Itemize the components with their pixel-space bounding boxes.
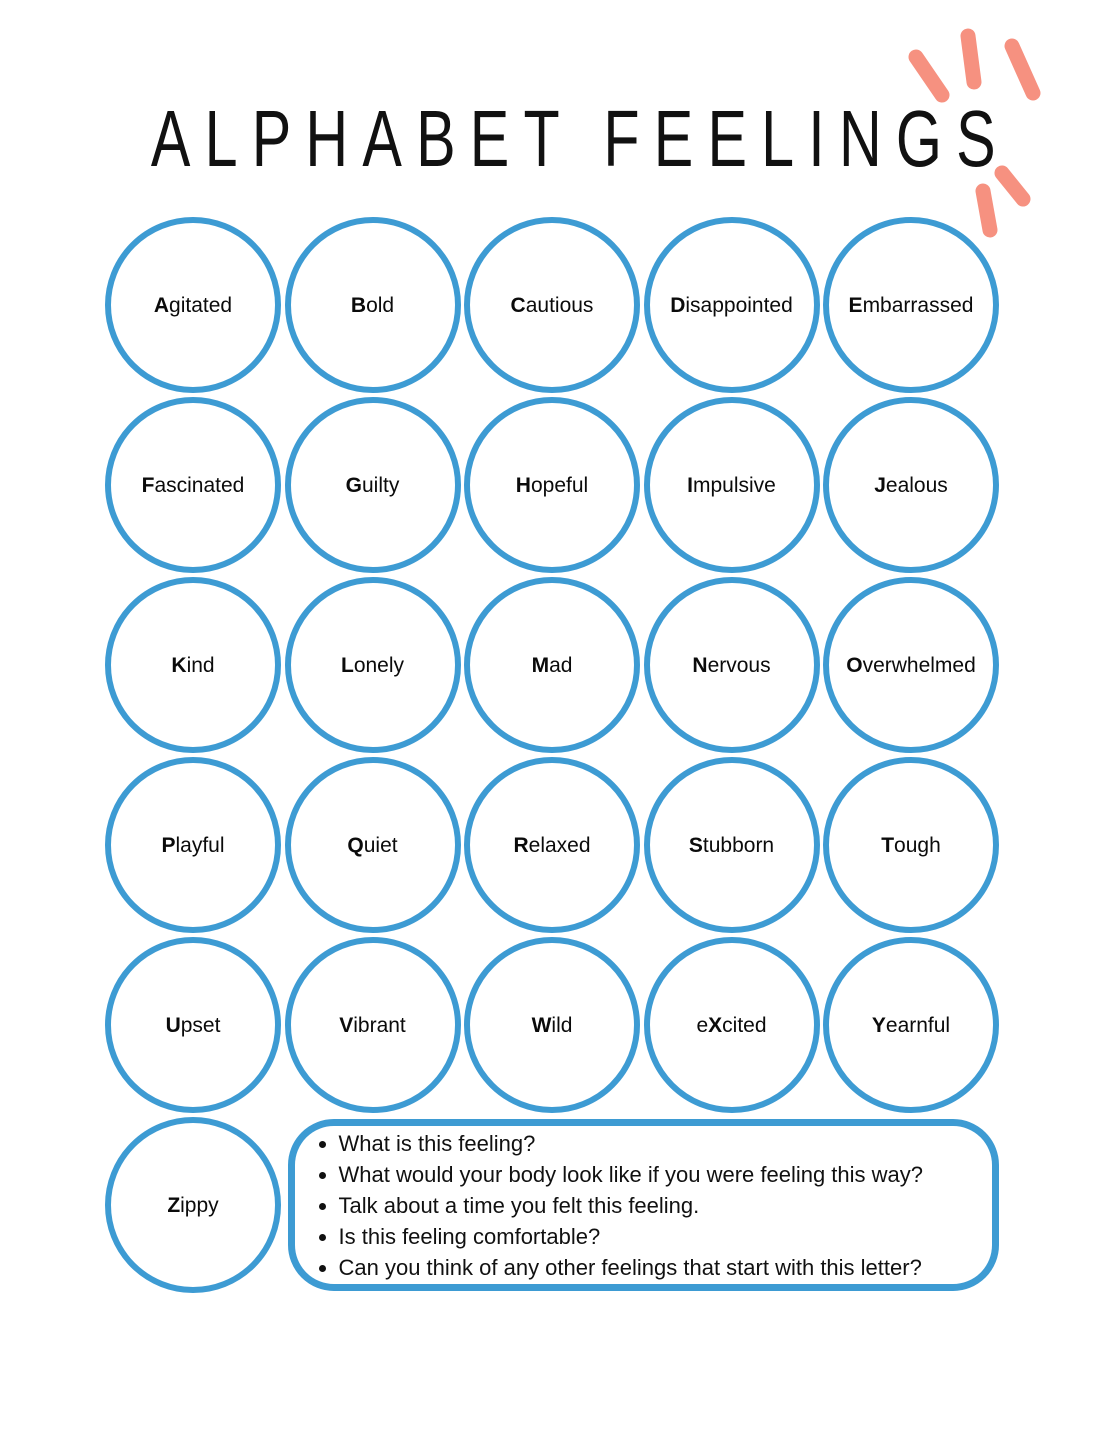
feeling-circle-yearnful bbox=[823, 937, 999, 1113]
prompt-item: • Can you think of any other feelings that start with this letter? bbox=[339, 1252, 993, 1283]
feeling-circle-playful bbox=[105, 757, 281, 933]
feeling-circle-excited bbox=[644, 937, 820, 1113]
feeling-circle-bold bbox=[285, 217, 461, 393]
feeling-label: Playful bbox=[161, 833, 225, 857]
feeling-circle-upset bbox=[105, 937, 281, 1113]
feeling-label: Impulsive bbox=[687, 473, 776, 497]
feeling-circle-embarrassed bbox=[823, 217, 999, 393]
feeling-label: Vibrant bbox=[339, 1013, 406, 1037]
feeling-circle-relaxed bbox=[464, 757, 640, 933]
feeling-circle-cautious bbox=[464, 217, 640, 393]
feeling-label: Stubborn bbox=[688, 833, 775, 857]
feeling-circle-guilty bbox=[285, 397, 461, 573]
feeling-circle-wild bbox=[464, 937, 640, 1113]
prompt-item: • What would your body look like if you were feeling this way? bbox=[339, 1159, 993, 1190]
feeling-circle-nervous bbox=[644, 577, 820, 753]
feeling-circle-lonely bbox=[285, 577, 461, 753]
feeling-label: Cautious bbox=[510, 293, 594, 317]
feeling-label: Tough bbox=[881, 833, 941, 857]
feeling-label: Wild bbox=[531, 1013, 573, 1037]
feeling-label: Agitated bbox=[153, 293, 233, 317]
feeling-label: Relaxed bbox=[513, 833, 591, 857]
prompt-item: • Talk about a time you felt this feeling. bbox=[339, 1190, 993, 1221]
feeling-circle-tough bbox=[823, 757, 999, 933]
feeling-circle-mad bbox=[464, 577, 640, 753]
page-title-text: ALPHABET FEELINGS bbox=[150, 94, 1010, 183]
prompt-box bbox=[288, 1119, 1000, 1291]
feeling-label: Nervous bbox=[692, 653, 771, 677]
feeling-label: Hopeful bbox=[515, 473, 589, 497]
feeling-label: Mad bbox=[531, 653, 573, 677]
feeling-label: Upset bbox=[165, 1013, 221, 1037]
feeling-circle-kind bbox=[105, 577, 281, 753]
feeling-label: Lonely bbox=[340, 653, 405, 677]
feeling-circle-quiet bbox=[285, 757, 461, 933]
feeling-label: Guilty bbox=[345, 473, 400, 497]
feeling-circle-zippy bbox=[105, 1117, 281, 1293]
feeling-label: Jealous bbox=[874, 473, 948, 497]
feeling-circle-stubborn bbox=[644, 757, 820, 933]
feelings-grid bbox=[105, 217, 999, 1293]
feeling-circle-jealous bbox=[823, 397, 999, 573]
feeling-circle-hopeful bbox=[464, 397, 640, 573]
feeling-circle-fascinated bbox=[105, 397, 281, 573]
prompt-item: • What is this feeling? bbox=[339, 1128, 993, 1159]
feeling-label: Zippy bbox=[167, 1193, 219, 1217]
feeling-circle-agitated bbox=[105, 217, 281, 393]
prompt-item: • Is this feeling comfortable? bbox=[339, 1221, 993, 1252]
feeling-label: Quiet bbox=[347, 833, 398, 857]
feeling-circle-disappointed bbox=[644, 217, 820, 393]
feeling-label: Bold bbox=[350, 293, 395, 317]
feeling-label: Kind bbox=[171, 653, 215, 677]
feeling-circle-impulsive bbox=[644, 397, 820, 573]
feeling-label: Fascinated bbox=[141, 473, 245, 497]
feeling-circle-vibrant bbox=[285, 937, 461, 1113]
feeling-label: Disappointed bbox=[670, 293, 793, 317]
feeling-label: Yearnful bbox=[871, 1013, 951, 1037]
feeling-label: Embarrassed bbox=[848, 293, 974, 317]
prompt-list bbox=[295, 1128, 993, 1283]
feeling-label: Overwhelmed bbox=[846, 653, 976, 677]
sparkle-burst-icon bbox=[890, 25, 1050, 240]
feeling-circle-overwhelmed bbox=[823, 577, 999, 753]
feeling-label: eXcited bbox=[696, 1013, 767, 1037]
